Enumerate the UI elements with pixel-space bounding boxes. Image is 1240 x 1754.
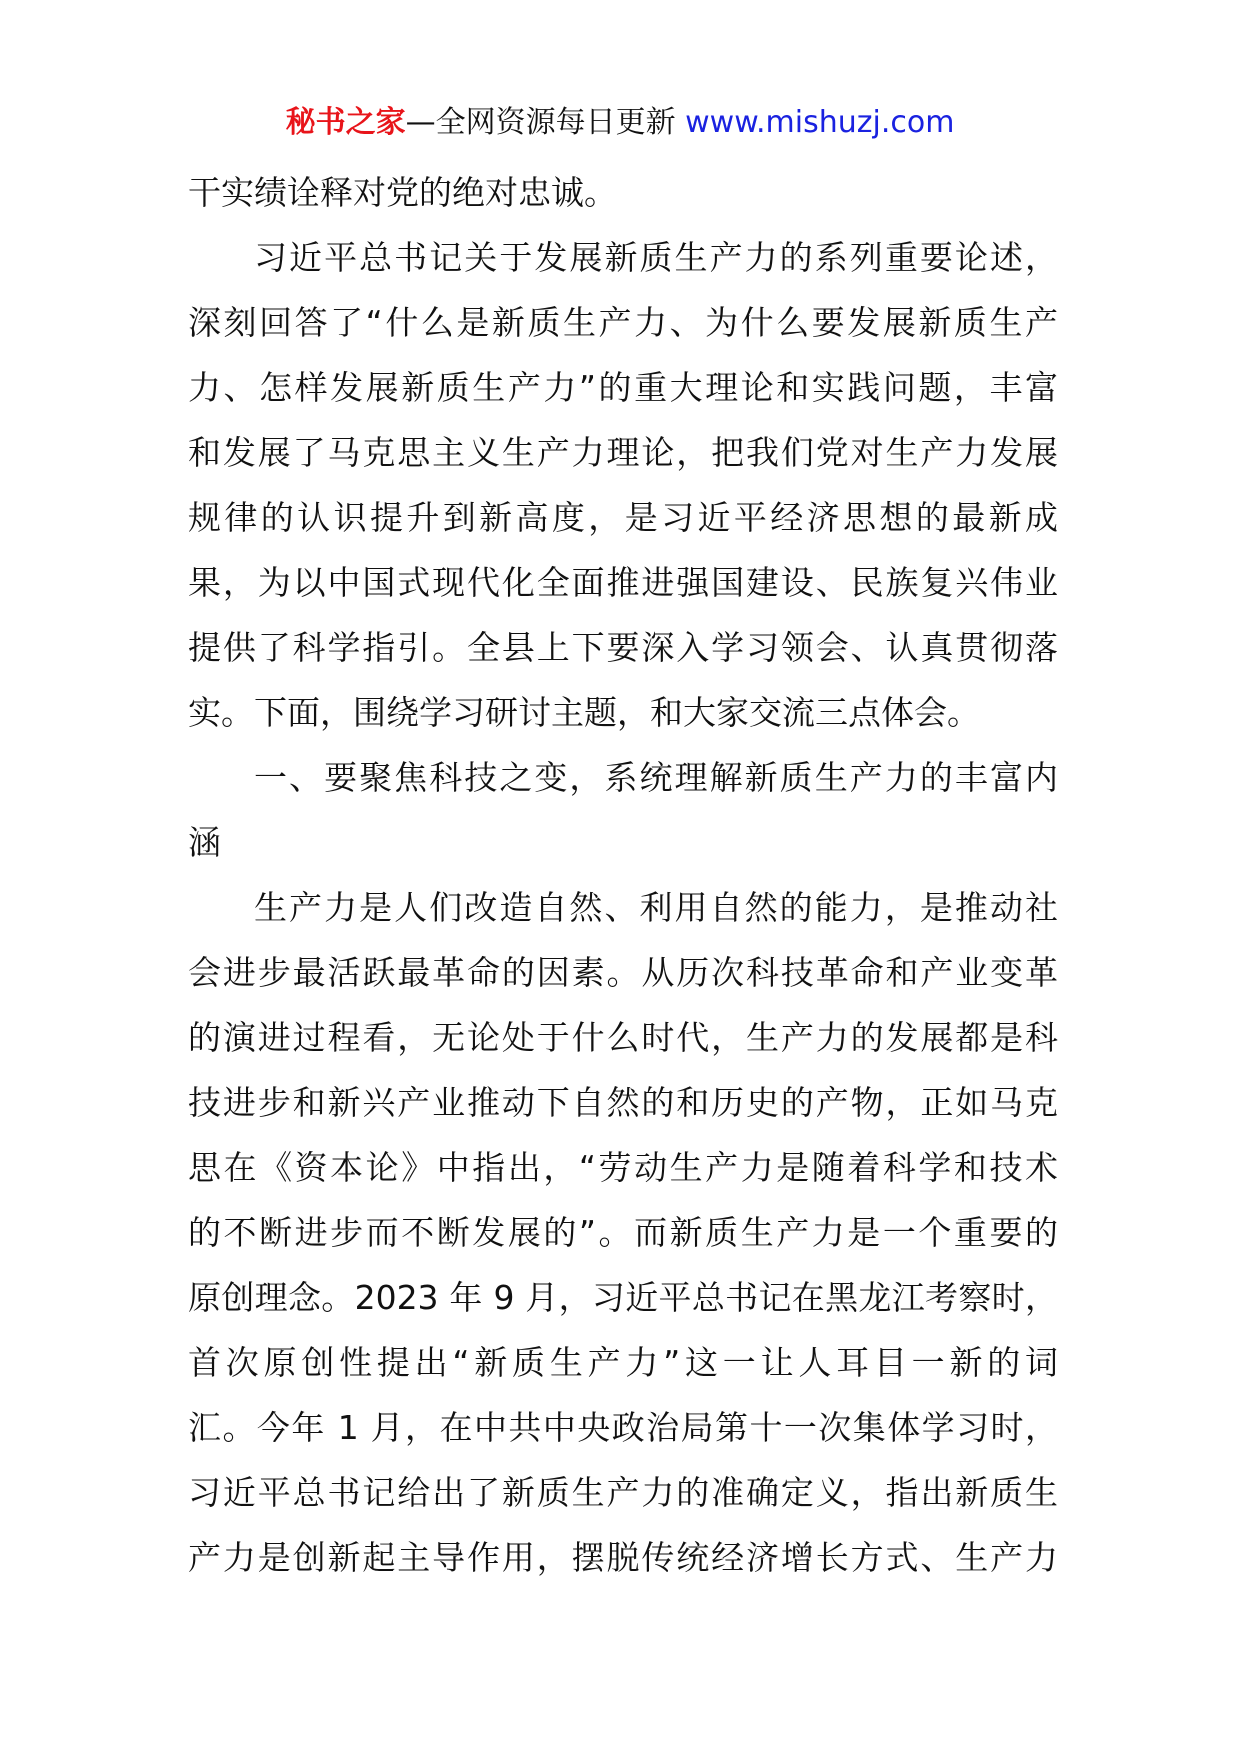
text-line: 产力是创新起主导作用，摆脱传统经济增长方式、生产力 bbox=[188, 1538, 1058, 1577]
text-line: 规律的认识提升到新高度，是习近平经济思想的最新成 bbox=[188, 498, 1058, 537]
text-line: 原创理念。2023 年 9 月，习近平总书记在黑龙江考察时， bbox=[188, 1278, 1058, 1317]
site-header bbox=[0, 100, 1240, 146]
text-line: 提供了科学指引。全县上下要深入学习领会、认真贯彻落 bbox=[188, 628, 1058, 667]
brand-name: 秘书之家 bbox=[285, 105, 406, 140]
paragraph-continuation bbox=[188, 160, 1058, 225]
text-line: 思在《资本论》中指出，“劳动生产力是随着科学和技术 bbox=[188, 1148, 1058, 1187]
text-line: 和发展了马克思主义生产力理论，把我们党对生产力发展 bbox=[188, 433, 1058, 472]
paragraph-intro bbox=[188, 225, 1058, 745]
section-heading bbox=[188, 745, 1058, 875]
text-line: 生产力是人们改造自然、利用自然的能力，是推动社 bbox=[254, 888, 1058, 927]
heading-line: 一、要聚焦科技之变，系统理解新质生产力的丰富内 bbox=[254, 758, 1058, 797]
text-line: 习近平总书记关于发展新质生产力的系列重要论述， bbox=[254, 238, 1058, 277]
text-line: 干实绩诠释对党的绝对忠诚。 bbox=[188, 173, 617, 212]
text-line: 的演进过程看，无论处于什么时代，生产力的发展都是科 bbox=[188, 1018, 1058, 1057]
text-line: 会进步最活跃最革命的因素。从历次科技革命和产业变革 bbox=[188, 953, 1058, 992]
text-line: 习近平总书记给出了新质生产力的准确定义，指出新质生 bbox=[188, 1473, 1058, 1512]
text-line: 果，为以中国式现代化全面推进强国建设、民族复兴伟业 bbox=[188, 563, 1058, 602]
heading-line: 涵 bbox=[188, 823, 221, 862]
paragraph-body bbox=[188, 875, 1058, 1590]
document-body bbox=[188, 160, 1058, 1590]
text-line: 汇。今年 1 月，在中共中央政治局第十一次集体学习时， bbox=[188, 1408, 1058, 1447]
text-line: 技进步和新兴产业推动下自然的和历史的产物，正如马克 bbox=[188, 1083, 1058, 1122]
site-url-link[interactable]: www.mishuzj.com bbox=[685, 105, 955, 140]
text-line: 深刻回答了“什么是新质生产力、为什么要发展新质生产 bbox=[188, 303, 1058, 342]
text-line: 首次原创性提出“新质生产力”这一让人耳目一新的词 bbox=[188, 1343, 1058, 1382]
header-tagline: —全网资源每日更新 bbox=[405, 105, 686, 140]
text-line: 的不断进步而不断发展的”。而新质生产力是一个重要的 bbox=[188, 1213, 1058, 1252]
text-line: 实。下面，围绕学习研讨主题，和大家交流三点体会。 bbox=[188, 693, 980, 732]
text-line: 力、怎样发展新质生产力”的重大理论和实践问题，丰富 bbox=[188, 368, 1058, 407]
